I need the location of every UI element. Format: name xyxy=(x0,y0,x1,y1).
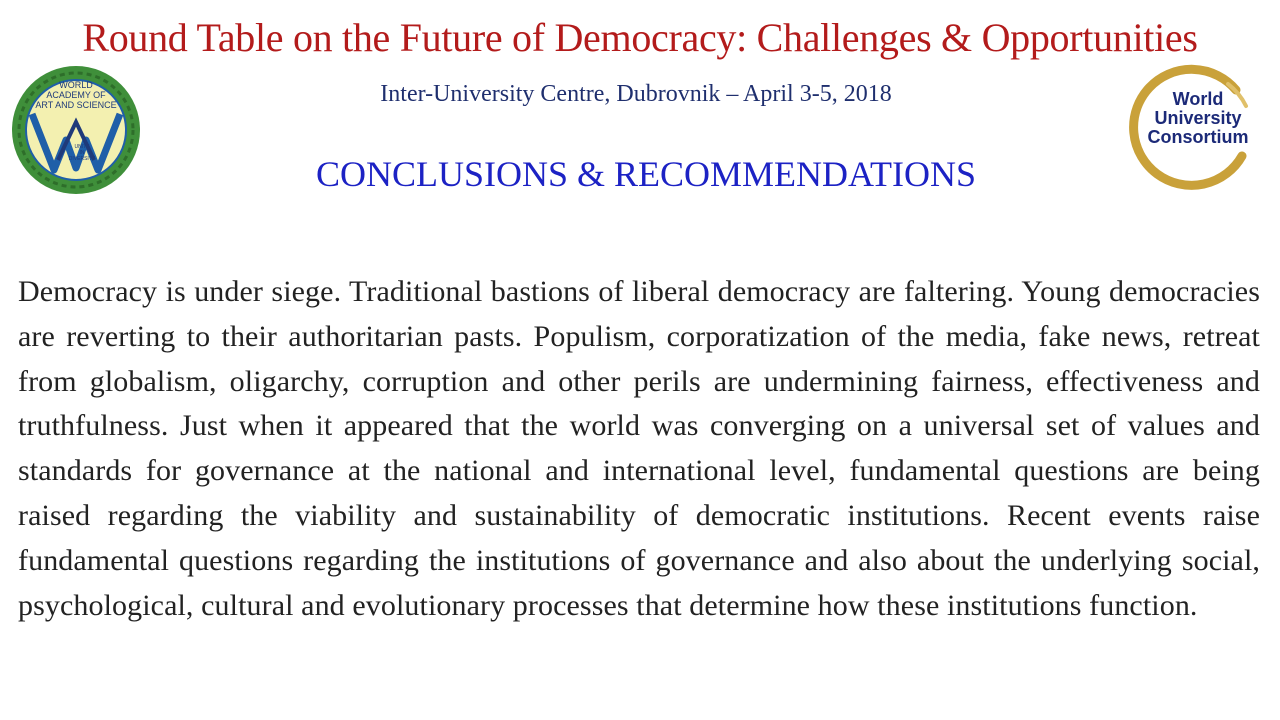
section-heading: CONCLUSIONS & RECOMMENDATIONS xyxy=(315,154,977,194)
page-title: Round Table on the Future of Democracy: Challenges & Opportunities xyxy=(82,15,1198,60)
conclusions-paragraph: Democracy is under siege. Traditional bastions of liberal democracy are faltering. Young democracies are reverting to their authoritarian pasts. Populism, corporatization of the media, fake news, retreat from globalism, oligarchy, corruption and other perils are undermining fairness, effectiveness and truthfulness. Just when it appeared that the world was converging on a universal set of values and standards for governance at the national and international level, fundamental questions are being raised regarding the viability and sustainability of democratic institutions. Recent events raise fundamental questions regarding the institutions of governance and also about the underlying social, psychological, cultural and evolutionary processes that determine how these institutions function. xyxy=(18,275,1260,622)
logo-left-text-line3: ART AND SCIENCE xyxy=(35,100,117,110)
logo-right-line1: World xyxy=(1172,89,1224,109)
logo-right-line3: Consortium xyxy=(1147,127,1249,147)
logo-left-text-top: WORLD xyxy=(59,80,93,90)
logo-left-motto-line3: DIVERSITY xyxy=(68,156,96,162)
event-subtitle: Inter-University Centre, Dubrovnik – April 3-5, 2018 xyxy=(380,81,892,107)
logo-left-text-line2: ACADEMY OF xyxy=(46,90,106,100)
logo-left-motto-line2: IN xyxy=(79,150,85,156)
logo-right-line2: University xyxy=(1154,108,1242,128)
logo-right-text xyxy=(1142,90,1254,147)
logo-left-motto-line1: UNITY xyxy=(74,144,90,150)
world-academy-logo-icon xyxy=(10,64,142,196)
